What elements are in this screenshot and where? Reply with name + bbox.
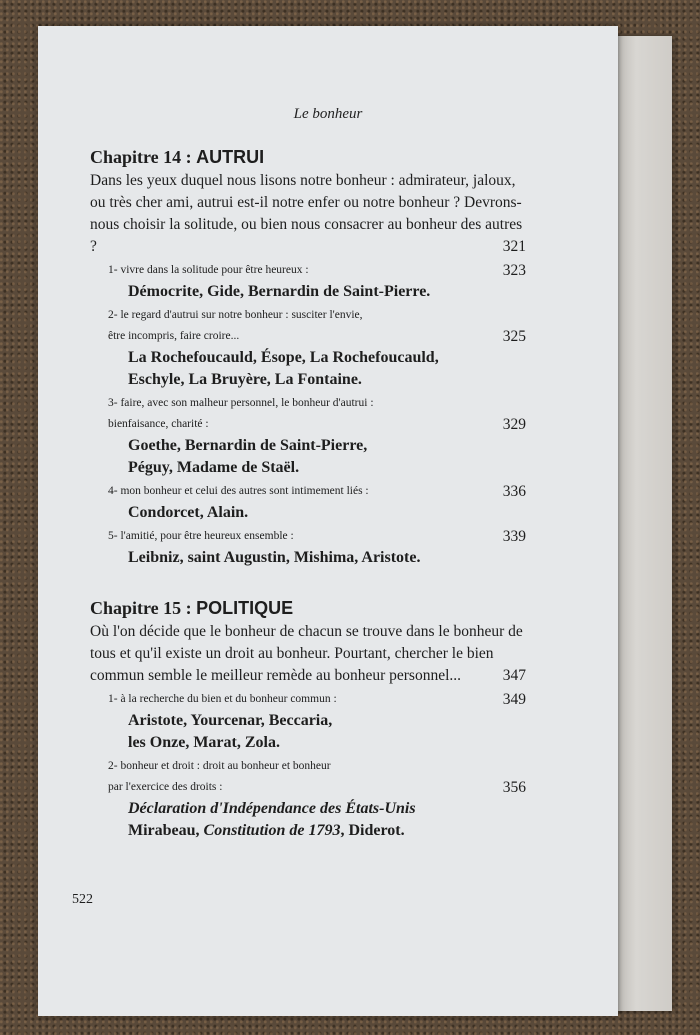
entry-14-2 [90, 305, 526, 391]
entry-15-2-authors-line2 [128, 820, 526, 842]
entry-14-1-page: 323 [502, 262, 526, 279]
entry-14-4-topic [108, 481, 526, 502]
entry-14-5-text: 5- l'amitié, pour être heureux ensemble : [108, 530, 294, 542]
entry-15-1-authors-line2: les Onze, Marat, Zola. [128, 734, 280, 751]
entry-15-2-authors-line1 [128, 798, 526, 820]
chapter-15-intro [90, 621, 526, 687]
entry-14-4 [90, 481, 526, 524]
entry-14-5 [90, 526, 526, 569]
book-page [38, 26, 618, 1016]
entry-15-2-author-mirabeau: Mirabeau, [128, 822, 204, 839]
entry-14-2-topic [108, 305, 526, 347]
next-page-edge [612, 36, 672, 1011]
entry-14-1-text: 1- vivre dans la solitude pour être heureux : [108, 264, 309, 276]
chapter-14-intro-text: Dans les yeux duquel nous lisons notre bonheur : admirateur, jaloux, ou très cher ami, autrui est-il notre enfer ou notre bonheur ? Devrons-nous choisir la solitude, ou bien nous consacrer au bonheur des autres ? [90, 172, 523, 255]
entry-14-2-text-line2: être incompris, faire croire... [108, 330, 240, 342]
running-head: Le bonheur [293, 106, 363, 122]
entry-14-1 [90, 260, 526, 303]
entry-15-1-topic [108, 689, 526, 710]
entry-14-2-authors-line2: Eschyle, La Bruyère, La Fontaine. [128, 371, 362, 388]
chapter-15-page: 347 [502, 667, 526, 684]
entry-14-5-topic [108, 526, 526, 547]
chapter-14-intro [90, 170, 526, 258]
chapter-14-page: 321 [502, 238, 526, 255]
entry-15-1-text: 1- à la recherche du bien et du bonheur commun : [108, 693, 337, 705]
chapter-15-intro-text: Où l'on décide que le bonheur de chacun se trouve dans le bonheur de tous et qu'il existe un droit au bonheur. Pourtant, chercher le bien commun semble le meilleur remède au bonheur personnel... [90, 623, 523, 684]
entry-15-1-page: 349 [502, 691, 526, 708]
entry-14-4-authors: Condorcet, Alain. [128, 504, 249, 521]
entry-14-5-authors: Leibniz, saint Augustin, Mishima, Aristote. [128, 549, 421, 566]
entry-15-2-work-constitution: Constitution de 1793 [203, 822, 341, 839]
entry-14-5-page: 339 [502, 528, 526, 545]
entry-14-1-topic [108, 260, 526, 281]
table-of-contents [90, 146, 526, 842]
entry-14-3-topic [108, 393, 526, 435]
entry-14-1-authors: Démocrite, Gide, Bernardin de Saint-Pierre. [128, 283, 431, 300]
page-number: 522 [72, 892, 93, 907]
entry-14-2-authors-line1: La Rochefoucauld, Ésope, La Rochefoucauld, [128, 349, 439, 366]
chapter-14-heading [90, 146, 526, 168]
entry-14-4-text: 4- mon bonheur et celui des autres sont intimement liés : [108, 485, 369, 497]
entry-14-3-authors-line2: Péguy, Madame de Staël. [128, 459, 300, 476]
chapter-15-heading [90, 597, 526, 619]
chapter-14-label: Chapitre 14 : [90, 147, 197, 167]
entry-14-3-authors-line1: Goethe, Bernardin de Saint-Pierre, [128, 437, 368, 454]
chapter-15-title: POLITIQUE [196, 598, 294, 618]
entry-15-2-text-line2: par l'exercice des droits : [108, 781, 223, 793]
entry-15-1-authors-line1: Aristote, Yourcenar, Beccaria, [128, 712, 333, 729]
entry-15-2 [90, 756, 526, 842]
entry-15-2-author-diderot: , Diderot. [340, 822, 405, 839]
entry-15-2-topic [108, 756, 526, 798]
entry-15-1 [90, 689, 526, 754]
entry-14-2-page: 325 [502, 328, 526, 345]
entry-14-3 [90, 393, 526, 479]
entry-14-3-text-line2: bienfaisance, charité : [108, 418, 209, 430]
entry-14-2-text-line1: 2- le regard d'autrui sur notre bonheur : susciter l'envie, [108, 309, 363, 321]
entry-15-2-text-line1: 2- bonheur et droit : droit au bonheur et bonheur [108, 760, 331, 772]
entry-15-2-page: 356 [502, 779, 526, 796]
entry-14-3-text-line1: 3- faire, avec son malheur personnel, le bonheur d'autrui : [108, 397, 374, 409]
entry-14-3-page: 329 [502, 416, 526, 433]
chapter-15-label: Chapitre 15 : [90, 598, 197, 618]
entry-14-4-page: 336 [502, 483, 526, 500]
chapter-14-title: AUTRUI [196, 147, 265, 167]
entry-15-2-work-declaration: Déclaration d'Indépendance des États-Unis [128, 800, 416, 817]
